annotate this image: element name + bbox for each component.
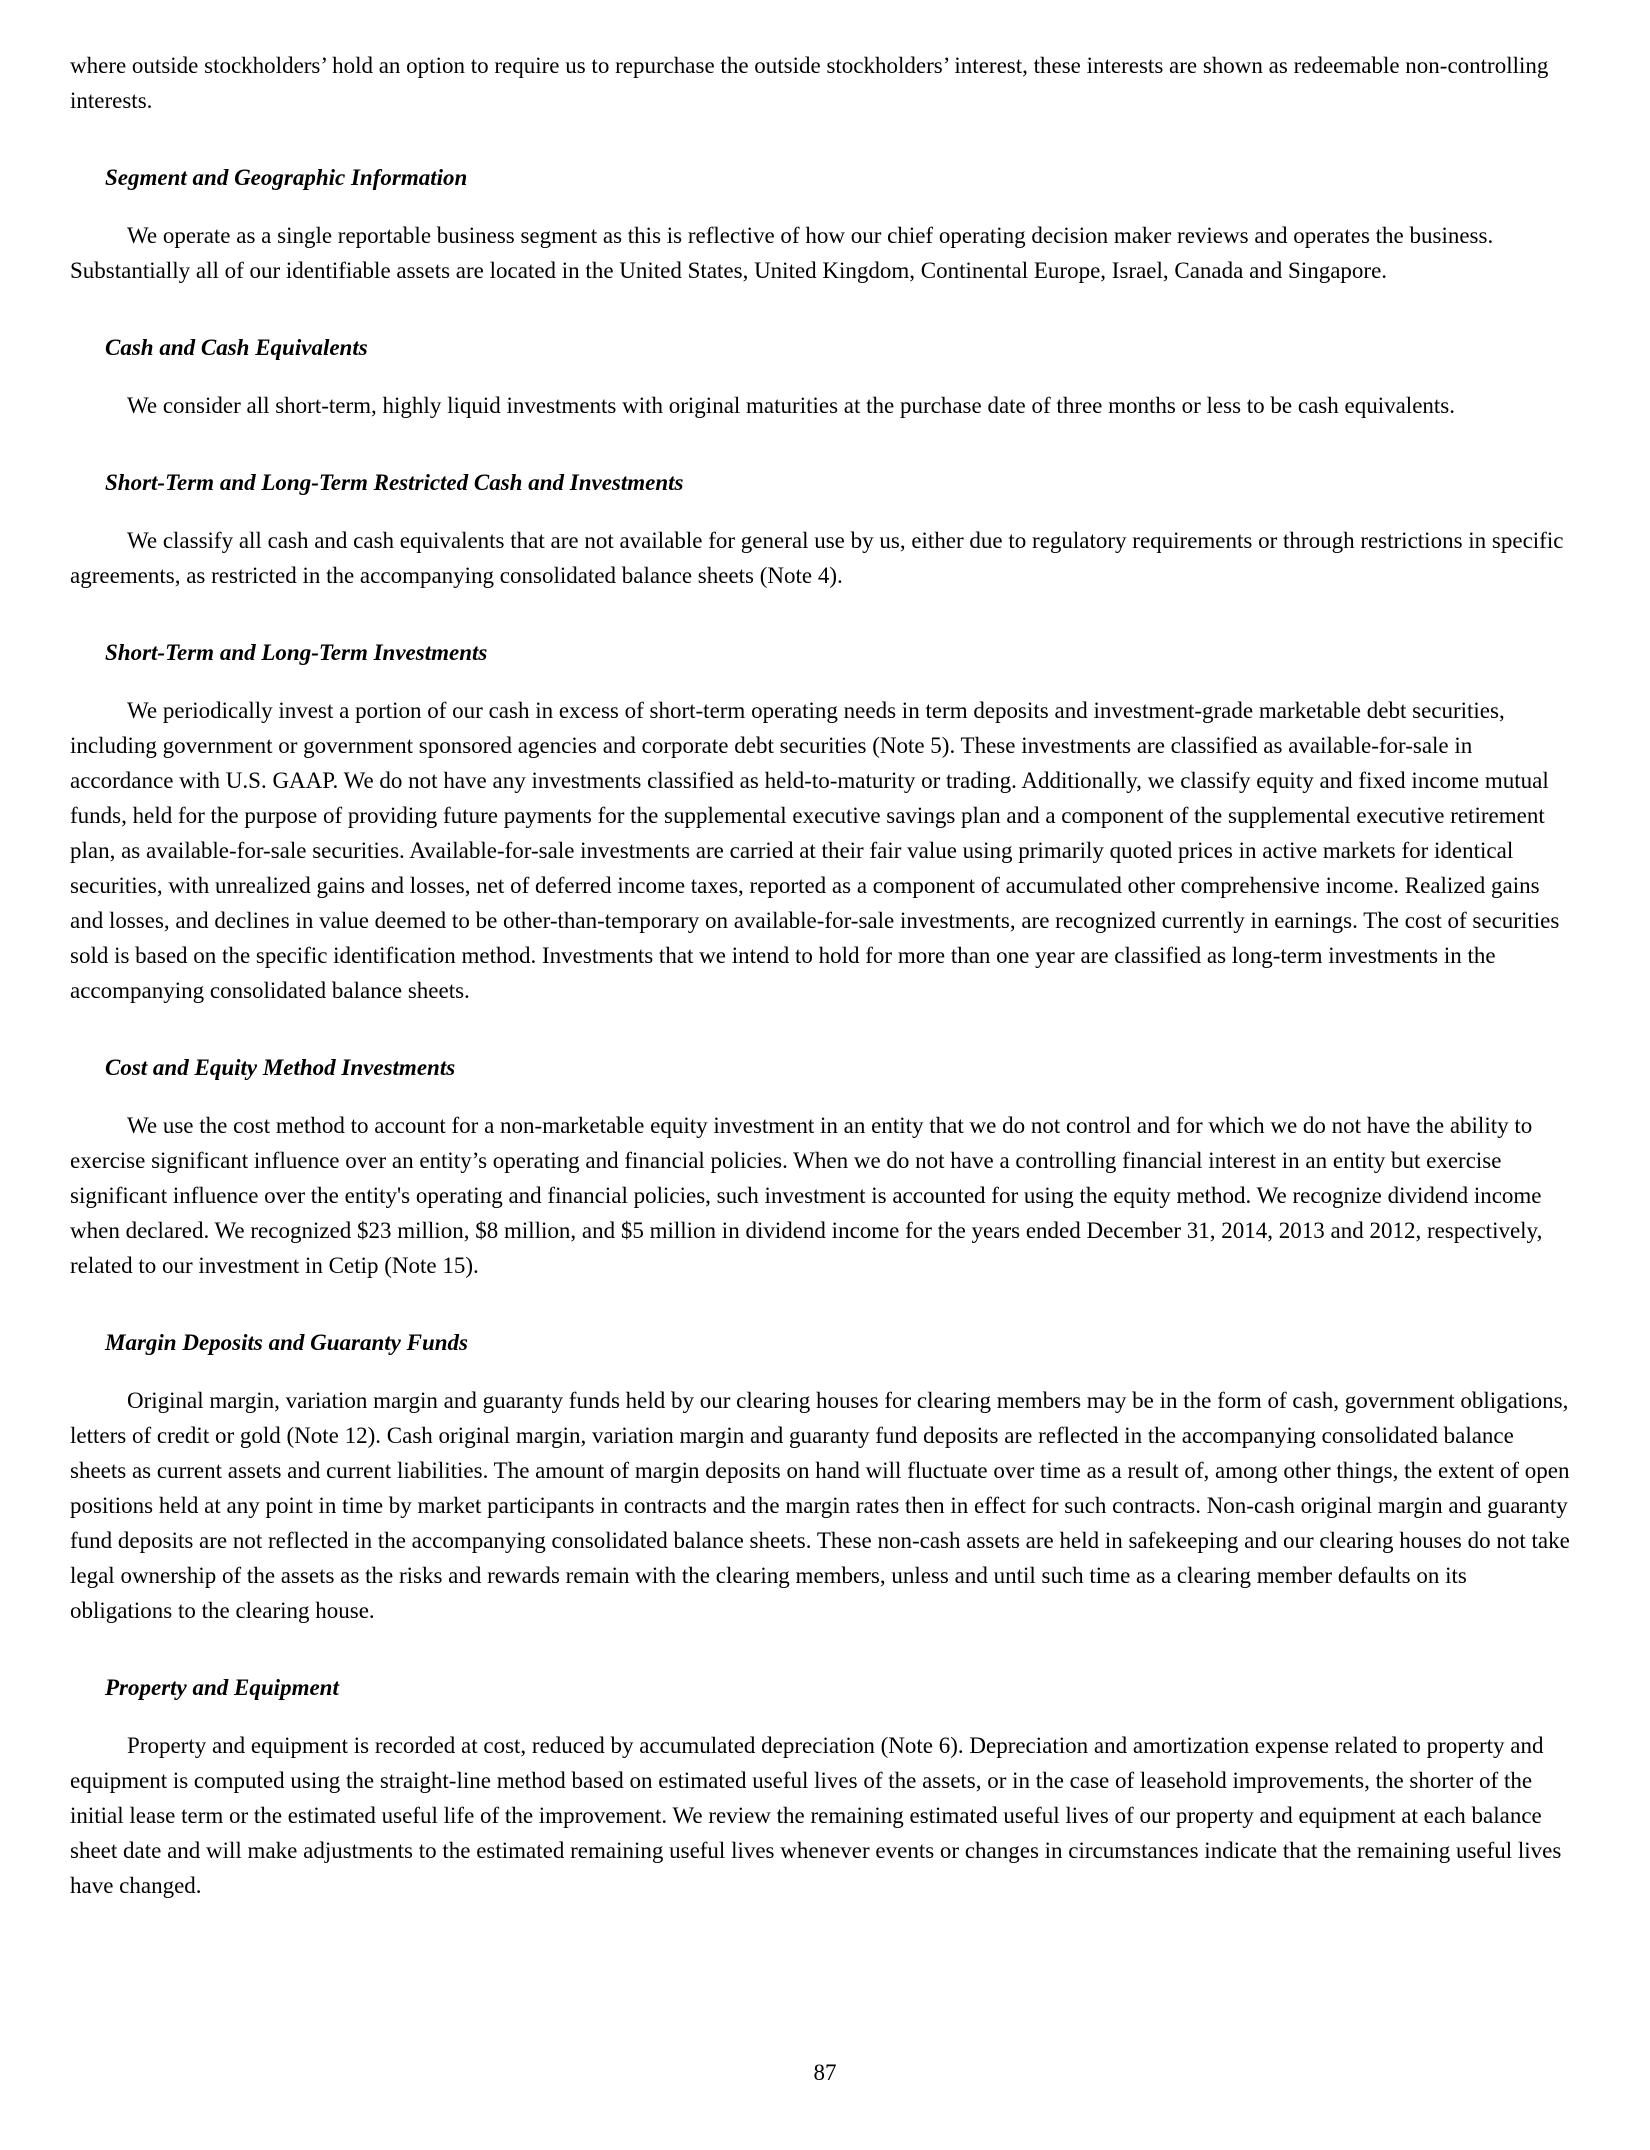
- section-heading: Short-Term and Long-Term Restricted Cash and Investments: [105, 470, 684, 495]
- section-heading: Segment and Geographic Information: [105, 165, 468, 190]
- section-short-term-and-long-term-investments: [70, 635, 1572, 1008]
- page-number: 87: [813, 2060, 837, 2085]
- section-segment-and-geographic-information: [70, 160, 1572, 288]
- section-restricted-cash-and-investments: [70, 465, 1572, 593]
- section-paragraph: Property and equipment is recorded at cost, reduced by accumulated depreciation (Note 6). Depreciation and amortization expense related to property and equipment is computed using the straight-line method based on estimated useful lives of the assets, or in the case of leasehold improvements, the shorter of the initial lease term or the estimated useful life of the improvement. We review the remaining estimated useful lives of our property and equipment at each balance sheet date and will make adjustments to the estimated remaining useful lives whenever events or changes in circumstances indicate that the remaining useful lives have changed.: [70, 1733, 1562, 1898]
- section-heading: Property and Equipment: [105, 1675, 339, 1700]
- section-heading: Cash and Cash Equivalents: [105, 335, 368, 360]
- section-paragraph: We use the cost method to account for a non-marketable equity investment in an entity that we do not control and for which we do not have the ability to exercise significant influence over an entity’s operating and financial policies. When we do not have a controlling financial interest in an entity but exercise significant influence over the entity's operating and financial policies, such investment is accounted for using the equity method. We recognize dividend income when declared. We recognized $23 million, $8 million, and $5 million in dividend income for the years ended December 31, 2014, 2013 and 2012, respectively, related to our investment in Cetip (Note 15).: [70, 1113, 1543, 1278]
- intro-paragraph: where outside stockholders’ hold an option to require us to repurchase the outside stockholders’ interest, these interests are shown as redeemable non-controlling interests.: [70, 53, 1549, 113]
- section-paragraph: We classify all cash and cash equivalents that are not available for general use by us, either due to regulatory requirements or through restrictions in specific agreements, as restricted in the accompanying consolidated balance sheets (Note 4).: [70, 528, 1564, 588]
- section-paragraph: We consider all short-term, highly liquid investments with original maturities at the purchase date of three months or less to be cash equivalents.: [127, 393, 1455, 418]
- section-paragraph: We periodically invest a portion of our cash in excess of short-term operating needs in term deposits and investment-grade marketable debt securities, including government or government sponsored agencies and corporate debt securities (Note 5). These investments are classified as available-for-sale in accordance with U.S. GAAP. We do not have any investments classified as held-to-maturity or trading. Additionally, we classify equity and fixed income mutual funds, held for the purpose of providing future payments for the supplemental executive savings plan and a component of the supplemental executive retirement plan, as available-for-sale securities. Available-for-sale investments are carried at their fair value using primarily quoted prices in active markets for identical securities, with unrealized gains and losses, net of deferred income taxes, reported as a component of accumulated other comprehensive income. Realized gains and losses, and declines in value deemed to be other-than-temporary on available-for-sale investments, are recognized currently in earnings. The cost of securities sold is based on the specific identification method. Investments that we intend to hold for more than one year are classified as long-term investments in the accompanying consolidated balance sheets.: [70, 698, 1560, 1003]
- section-heading: Margin Deposits and Guaranty Funds: [105, 1330, 468, 1355]
- section-heading: Cost and Equity Method Investments: [105, 1055, 456, 1080]
- section-cash-and-cash-equivalents: [70, 330, 1572, 423]
- section-cost-and-equity-method-investments: [70, 1050, 1572, 1283]
- section-property-and-equipment: [70, 1670, 1572, 1903]
- section-paragraph: Original margin, variation margin and guaranty funds held by our clearing houses for clearing members may be in the form of cash, government obligations, letters of credit or gold (Note 12). Cash original margin, variation margin and guaranty fund deposits are reflected in the accompanying consolidated balance sheets as current assets and current liabilities. The amount of margin deposits on hand will fluctuate over time as a result of, among other things, the extent of open positions held at any point in time by market participants in contracts and the margin rates then in effect for such contracts. Non-cash original margin and guaranty fund deposits are not reflected in the accompanying consolidated balance sheets. These non-cash assets are held in safekeeping and our clearing houses do not take legal ownership of the assets as the risks and rewards remain with the clearing members, unless and until such time as a clearing member defaults on its obligations to the clearing house.: [70, 1388, 1570, 1623]
- section-heading: Short-Term and Long-Term Investments: [105, 640, 488, 665]
- section-margin-deposits-and-guaranty-funds: [70, 1325, 1572, 1628]
- section-paragraph: We operate as a single reportable business segment as this is reflective of how our chief operating decision maker reviews and operates the business. Substantially all of our identifiable assets are located in the United States, United Kingdom, Continental Europe, Israel, Canada and Singapore.: [70, 223, 1494, 283]
